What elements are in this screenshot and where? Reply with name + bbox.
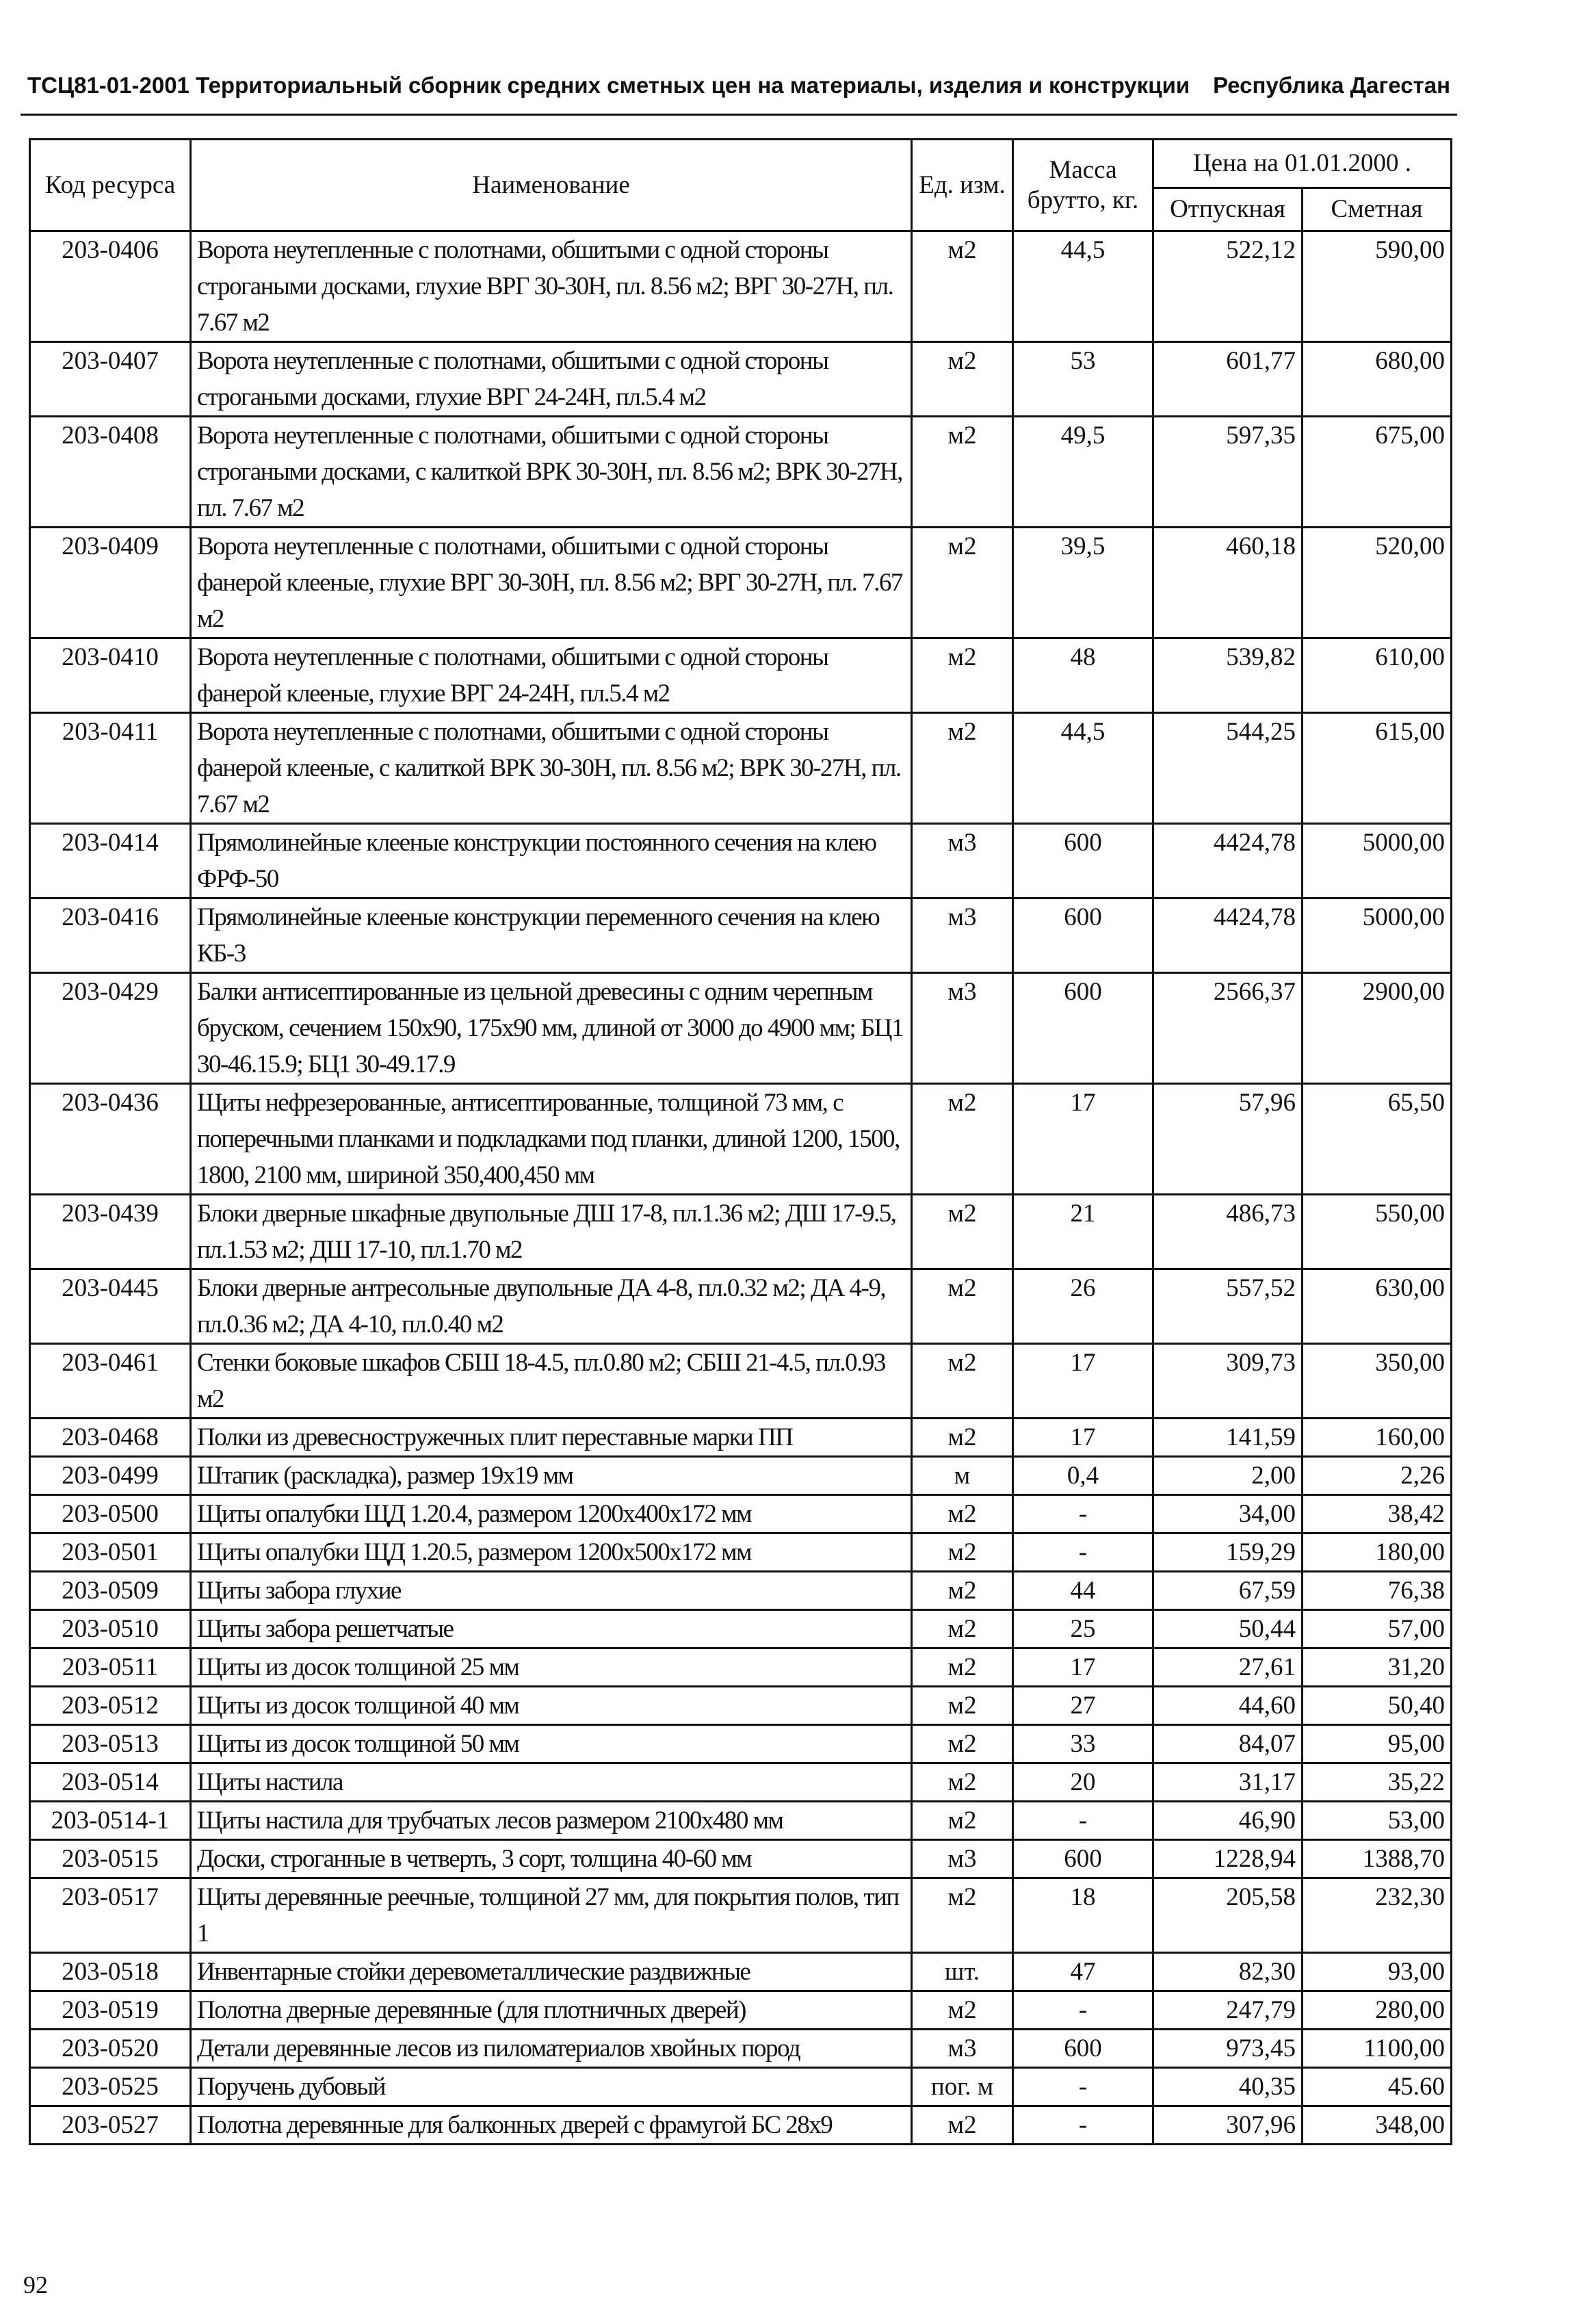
mass-cell: 0,4 — [1013, 1457, 1153, 1495]
resource-name: Щиты настила — [191, 1763, 912, 1802]
header-rule — [21, 114, 1457, 116]
release-price-cell: 141,59 — [1153, 1419, 1303, 1457]
mass-cell: 600 — [1013, 1840, 1153, 1878]
mass-cell: 44,5 — [1013, 713, 1153, 824]
mass-cell: 21 — [1013, 1195, 1153, 1269]
release-price-cell: 247,79 — [1153, 1991, 1303, 2030]
estimate-price-cell: 50,40 — [1303, 1687, 1452, 1725]
resource-code: 203-0514 — [30, 1763, 191, 1802]
release-price-cell: 46,90 — [1153, 1802, 1303, 1840]
table-row — [30, 1878, 1452, 1953]
estimate-price-cell: 65,50 — [1303, 1084, 1452, 1195]
resource-code: 203-0406 — [30, 231, 191, 342]
col-header-code: Код ресурса — [30, 140, 191, 231]
release-price-cell: 4424,78 — [1153, 824, 1303, 898]
estimate-price-cell: 675,00 — [1303, 417, 1452, 528]
release-price-cell: 544,25 — [1153, 713, 1303, 824]
release-price-cell: 50,44 — [1153, 1610, 1303, 1648]
estimate-price-cell: 2900,00 — [1303, 973, 1452, 1084]
table-row — [30, 638, 1452, 713]
estimate-price-cell: 2,26 — [1303, 1457, 1452, 1495]
unit-cell: м2 — [912, 1725, 1013, 1763]
resource-name: Прямолинейные клееные конструкции постоянного сечения на клею ФРФ-50 — [191, 824, 912, 898]
resource-code: 203-0411 — [30, 713, 191, 824]
release-price-cell: 2566,37 — [1153, 973, 1303, 1084]
resource-name: Доски, строганные в четверть, 3 сорт, толщина 40-60 мм — [191, 1840, 912, 1878]
header-row — [30, 140, 1452, 188]
unit-cell: м2 — [912, 231, 1013, 342]
mass-cell: 17 — [1013, 1648, 1153, 1687]
unit-cell: м3 — [912, 2030, 1013, 2068]
resource-code: 203-0513 — [30, 1725, 191, 1763]
estimate-price-cell: 610,00 — [1303, 638, 1452, 713]
resource-code: 203-0499 — [30, 1457, 191, 1495]
resource-name: Щиты опалубки ЩД 1.20.4, размером 1200х400х172 мм — [191, 1495, 912, 1533]
col-header-price-group: Цена на 01.01.2000 . — [1153, 140, 1452, 188]
unit-cell: м2 — [912, 342, 1013, 417]
table-row — [30, 1084, 1452, 1195]
resource-code: 203-0410 — [30, 638, 191, 713]
release-price-cell: 309,73 — [1153, 1344, 1303, 1419]
resource-code: 203-0518 — [30, 1953, 191, 1991]
resource-name: Полотна дверные деревянные (для плотничных дверей) — [191, 1991, 912, 2030]
table-row — [30, 1991, 1452, 2030]
release-price-cell: 159,29 — [1153, 1533, 1303, 1572]
resource-name: Ворота неутепленные с полотнами, обшитыми с одной стороны строгаными досками, глухие ВРГ 30-30Н, пл. 8.56 м2; ВРГ 30-27Н, пл. 7.67 м2 — [191, 231, 912, 342]
mass-cell: 17 — [1013, 1084, 1153, 1195]
mass-cell: 44,5 — [1013, 231, 1153, 342]
release-price-cell: 597,35 — [1153, 417, 1303, 528]
price-table — [29, 138, 1452, 2145]
table-row — [30, 1195, 1452, 1269]
resource-code: 203-0439 — [30, 1195, 191, 1269]
unit-cell: м2 — [912, 417, 1013, 528]
resource-code: 203-0436 — [30, 1084, 191, 1195]
table-row — [30, 1763, 1452, 1802]
col-header-mass: Масса брутто, кг. — [1013, 140, 1153, 231]
resource-name: Стенки боковые шкафов СБШ 18-4.5, пл.0.80 м2; СБШ 21-4.5, пл.0.93 м2 — [191, 1344, 912, 1419]
table-row — [30, 1953, 1452, 1991]
unit-cell: м2 — [912, 1687, 1013, 1725]
release-price-cell: 82,30 — [1153, 1953, 1303, 1991]
mass-cell: 53 — [1013, 342, 1153, 417]
table-row — [30, 528, 1452, 638]
estimate-price-cell: 615,00 — [1303, 713, 1452, 824]
table-row — [30, 1533, 1452, 1572]
resource-code: 203-0501 — [30, 1533, 191, 1572]
release-price-cell: 27,61 — [1153, 1648, 1303, 1687]
unit-cell: м2 — [912, 1495, 1013, 1533]
table-row — [30, 1610, 1452, 1648]
estimate-price-cell: 348,00 — [1303, 2106, 1452, 2145]
col-header-release: Отпускная — [1153, 188, 1303, 231]
resource-code: 203-0512 — [30, 1687, 191, 1725]
unit-cell: пог. м — [912, 2068, 1013, 2106]
resource-code: 203-0515 — [30, 1840, 191, 1878]
mass-cell: - — [1013, 1802, 1153, 1840]
mass-cell: 17 — [1013, 1419, 1153, 1457]
mass-cell: 600 — [1013, 898, 1153, 973]
unit-cell: м3 — [912, 1840, 1013, 1878]
release-price-cell: 460,18 — [1153, 528, 1303, 638]
release-price-cell: 44,60 — [1153, 1687, 1303, 1725]
resource-code: 203-0511 — [30, 1648, 191, 1687]
table-row — [30, 1269, 1452, 1344]
release-price-cell: 539,82 — [1153, 638, 1303, 713]
mass-cell: 48 — [1013, 638, 1153, 713]
resource-code: 203-0510 — [30, 1610, 191, 1648]
table-row — [30, 231, 1452, 342]
mass-cell: 39,5 — [1013, 528, 1153, 638]
resource-code: 203-0509 — [30, 1572, 191, 1610]
resource-name: Инвентарные стойки деревометаллические раздвижные — [191, 1953, 912, 1991]
resource-name: Ворота неутепленные с полотнами, обшитыми с одной стороны фанерой клееные, глухие ВРГ 24-24Н, пл.5.4 м2 — [191, 638, 912, 713]
resource-name: Блоки дверные антресольные двупольные ДА 4-8, пл.0.32 м2; ДА 4-9, пл.0.36 м2; ДА 4-10, пл.0.40 м2 — [191, 1269, 912, 1344]
release-price-cell: 205,58 — [1153, 1878, 1303, 1953]
mass-cell: - — [1013, 1991, 1153, 2030]
unit-cell: м2 — [912, 2106, 1013, 2145]
estimate-price-cell: 5000,00 — [1303, 824, 1452, 898]
unit-cell: м2 — [912, 1802, 1013, 1840]
mass-cell: 600 — [1013, 824, 1153, 898]
table-row — [30, 1725, 1452, 1763]
estimate-price-cell: 38,42 — [1303, 1495, 1452, 1533]
resource-name: Ворота неутепленные с полотнами, обшитыми с одной стороны строгаными досками, с калиткой ВРК 30-30Н, пл. 8.56 м2; ВРК 30-27Н, пл. 7.67 м2 — [191, 417, 912, 528]
resource-name: Ворота неутепленные с полотнами, обшитыми с одной стороны строгаными досками, глухие ВРГ 24-24Н, пл.5.4 м2 — [191, 342, 912, 417]
mass-cell: 17 — [1013, 1344, 1153, 1419]
unit-cell: м2 — [912, 1269, 1013, 1344]
estimate-price-cell: 520,00 — [1303, 528, 1452, 638]
mass-cell: 44 — [1013, 1572, 1153, 1610]
resource-code: 203-0461 — [30, 1344, 191, 1419]
table-body — [30, 231, 1452, 2145]
resource-name: Полотна деревянные для балконных дверей с фрамугой БС 28х9 — [191, 2106, 912, 2145]
estimate-price-cell: 1388,70 — [1303, 1840, 1452, 1878]
estimate-price-cell: 53,00 — [1303, 1802, 1452, 1840]
table-row — [30, 1802, 1452, 1840]
unit-cell: м2 — [912, 1763, 1013, 1802]
unit-cell: м2 — [912, 1648, 1013, 1687]
resource-code: 203-0416 — [30, 898, 191, 973]
unit-cell: м2 — [912, 1195, 1013, 1269]
unit-cell: м — [912, 1457, 1013, 1495]
resource-name: Ворота неутепленные с полотнами, обшитыми с одной стороны фанерой клееные, глухие ВРГ 30-30Н, пл. 8.56 м2; ВРГ 30-27Н, пл. 7.67 м2 — [191, 528, 912, 638]
release-price-cell: 57,96 — [1153, 1084, 1303, 1195]
release-price-cell: 557,52 — [1153, 1269, 1303, 1344]
resource-name: Щиты опалубки ЩД 1.20.5, размером 1200х500х172 мм — [191, 1533, 912, 1572]
estimate-price-cell: 630,00 — [1303, 1269, 1452, 1344]
release-price-cell: 307,96 — [1153, 2106, 1303, 2145]
page-header — [27, 73, 1450, 99]
resource-code: 203-0500 — [30, 1495, 191, 1533]
release-price-cell: 601,77 — [1153, 342, 1303, 417]
unit-cell: м2 — [912, 1344, 1013, 1419]
release-price-cell: 2,00 — [1153, 1457, 1303, 1495]
resource-code: 203-0429 — [30, 973, 191, 1084]
mass-cell: 20 — [1013, 1763, 1153, 1802]
resource-code: 203-0445 — [30, 1269, 191, 1344]
resource-name: Поручень дубовый — [191, 2068, 912, 2106]
release-price-cell: 67,59 — [1153, 1572, 1303, 1610]
estimate-price-cell: 280,00 — [1303, 1991, 1452, 2030]
unit-cell: м2 — [912, 1610, 1013, 1648]
estimate-price-cell: 57,00 — [1303, 1610, 1452, 1648]
unit-cell: м3 — [912, 824, 1013, 898]
table-row — [30, 1495, 1452, 1533]
release-price-cell: 486,73 — [1153, 1195, 1303, 1269]
col-header-unit: Ед. изм. — [912, 140, 1013, 231]
page-number: 92 — [23, 2271, 48, 2299]
mass-cell: 18 — [1013, 1878, 1153, 1953]
table-row — [30, 2106, 1452, 2145]
mass-cell: - — [1013, 1495, 1153, 1533]
mass-cell: 600 — [1013, 973, 1153, 1084]
resource-name: Щиты деревянные реечные, толщиной 27 мм, для покрытия полов, тип 1 — [191, 1878, 912, 1953]
estimate-price-cell: 35,22 — [1303, 1763, 1452, 1802]
resource-code: 203-0514-1 — [30, 1802, 191, 1840]
table-row — [30, 2030, 1452, 2068]
mass-cell: - — [1013, 1533, 1153, 1572]
resource-name: Щиты забора решетчатые — [191, 1610, 912, 1648]
mass-cell: 33 — [1013, 1725, 1153, 1763]
release-price-cell: 31,17 — [1153, 1763, 1303, 1802]
unit-cell: м2 — [912, 1084, 1013, 1195]
mass-cell: - — [1013, 2106, 1153, 2145]
resource-name: Штапик (раскладка), размер 19х19 мм — [191, 1457, 912, 1495]
unit-cell: м3 — [912, 898, 1013, 973]
estimate-price-cell: 45.60 — [1303, 2068, 1452, 2106]
unit-cell: м3 — [912, 973, 1013, 1084]
estimate-price-cell: 350,00 — [1303, 1344, 1452, 1419]
release-price-cell: 1228,94 — [1153, 1840, 1303, 1878]
estimate-price-cell: 1100,00 — [1303, 2030, 1452, 2068]
table-row — [30, 342, 1452, 417]
resource-code: 203-0520 — [30, 2030, 191, 2068]
resource-name: Щиты из досок толщиной 50 мм — [191, 1725, 912, 1763]
release-price-cell: 34,00 — [1153, 1495, 1303, 1533]
mass-cell: - — [1013, 2068, 1153, 2106]
estimate-price-cell: 5000,00 — [1303, 898, 1452, 973]
resource-name: Полки из древесностружечных плит переставные марки ПП — [191, 1419, 912, 1457]
resource-code: 203-0527 — [30, 2106, 191, 2145]
unit-cell: шт. — [912, 1953, 1013, 1991]
col-header-name: Наименование — [191, 140, 912, 231]
estimate-price-cell: 31,20 — [1303, 1648, 1452, 1687]
estimate-price-cell: 95,00 — [1303, 1725, 1452, 1763]
table-row — [30, 1344, 1452, 1419]
table-row — [30, 1419, 1452, 1457]
resource-name: Прямолинейные клееные конструкции переменного сечения на клею КБ-3 — [191, 898, 912, 973]
mass-cell: 27 — [1013, 1687, 1153, 1725]
release-price-cell: 4424,78 — [1153, 898, 1303, 973]
estimate-price-cell: 550,00 — [1303, 1195, 1452, 1269]
mass-cell: 47 — [1013, 1953, 1153, 1991]
region-name: Республика Дагестан — [1213, 73, 1450, 98]
resource-name: Блоки дверные шкафные двупольные ДШ 17-8, пл.1.36 м2; ДШ 17-9.5, пл.1.53 м2; ДШ 17-10, пл.1.70 м2 — [191, 1195, 912, 1269]
table-row — [30, 824, 1452, 898]
unit-cell: м2 — [912, 638, 1013, 713]
estimate-price-cell: 680,00 — [1303, 342, 1452, 417]
table-row — [30, 1840, 1452, 1878]
release-price-cell: 40,35 — [1153, 2068, 1303, 2106]
table-row — [30, 1687, 1452, 1725]
resource-code: 203-0408 — [30, 417, 191, 528]
release-price-cell: 84,07 — [1153, 1725, 1303, 1763]
estimate-price-cell: 76,38 — [1303, 1572, 1452, 1610]
estimate-price-cell: 590,00 — [1303, 231, 1452, 342]
resource-name: Щиты из досок толщиной 40 мм — [191, 1687, 912, 1725]
table-row — [30, 2068, 1452, 2106]
mass-cell: 600 — [1013, 2030, 1153, 2068]
resource-name: Щиты настила для трубчатых лесов размером 2100х480 мм — [191, 1802, 912, 1840]
resource-code: 203-0414 — [30, 824, 191, 898]
resource-code: 203-0517 — [30, 1878, 191, 1953]
resource-code: 203-0519 — [30, 1991, 191, 2030]
mass-cell: 49,5 — [1013, 417, 1153, 528]
table-row — [30, 1457, 1452, 1495]
unit-cell: м2 — [912, 528, 1013, 638]
release-price-cell: 973,45 — [1153, 2030, 1303, 2068]
mass-cell: 26 — [1013, 1269, 1153, 1344]
estimate-price-cell: 160,00 — [1303, 1419, 1452, 1457]
resource-code: 203-0525 — [30, 2068, 191, 2106]
table-row — [30, 898, 1452, 973]
unit-cell: м2 — [912, 1572, 1013, 1610]
estimate-price-cell: 93,00 — [1303, 1953, 1452, 1991]
resource-code: 203-0468 — [30, 1419, 191, 1457]
unit-cell: м2 — [912, 1991, 1013, 2030]
table-row — [30, 417, 1452, 528]
unit-cell: м2 — [912, 1878, 1013, 1953]
resource-code: 203-0407 — [30, 342, 191, 417]
table-row — [30, 973, 1452, 1084]
release-price-cell: 522,12 — [1153, 231, 1303, 342]
table-row — [30, 1572, 1452, 1610]
collection-title: ТСЦ81-01-2001 Территориальный сборник средних сметных цен на материалы, изделия и конструкции — [27, 73, 1190, 98]
resource-name: Щиты забора глухие — [191, 1572, 912, 1610]
col-header-estimate: Сметная — [1303, 188, 1452, 231]
resource-name: Щиты нефрезерованные, антисептированные, толщиной 73 мм, с поперечными планками и подкладками под планки, длиной 1200, 1500, 1800, 2100 мм, шириной 350,400,450 мм — [191, 1084, 912, 1195]
resource-name: Ворота неутепленные с полотнами, обшитыми с одной стороны фанерой клееные, с калиткой ВРК 30-30Н, пл. 8.56 м2; ВРК 30-27Н, пл. 7.67 м2 — [191, 713, 912, 824]
mass-cell: 25 — [1013, 1610, 1153, 1648]
unit-cell: м2 — [912, 1533, 1013, 1572]
resource-code: 203-0409 — [30, 528, 191, 638]
table-row — [30, 713, 1452, 824]
resource-name: Щиты из досок толщиной 25 мм — [191, 1648, 912, 1687]
resource-name: Балки антисептированные из цельной древесины с одним черепным бруском, сечением 150х90, 175х90 мм, длиной от 3000 до 4900 мм; БЦ1 30-46.15.9; БЦ1 30-49.17.9 — [191, 973, 912, 1084]
estimate-price-cell: 180,00 — [1303, 1533, 1452, 1572]
unit-cell: м2 — [912, 713, 1013, 824]
unit-cell: м2 — [912, 1419, 1013, 1457]
table-row — [30, 1648, 1452, 1687]
resource-name: Детали деревянные лесов из пиломатериалов хвойных пород — [191, 2030, 912, 2068]
estimate-price-cell: 232,30 — [1303, 1878, 1452, 1953]
